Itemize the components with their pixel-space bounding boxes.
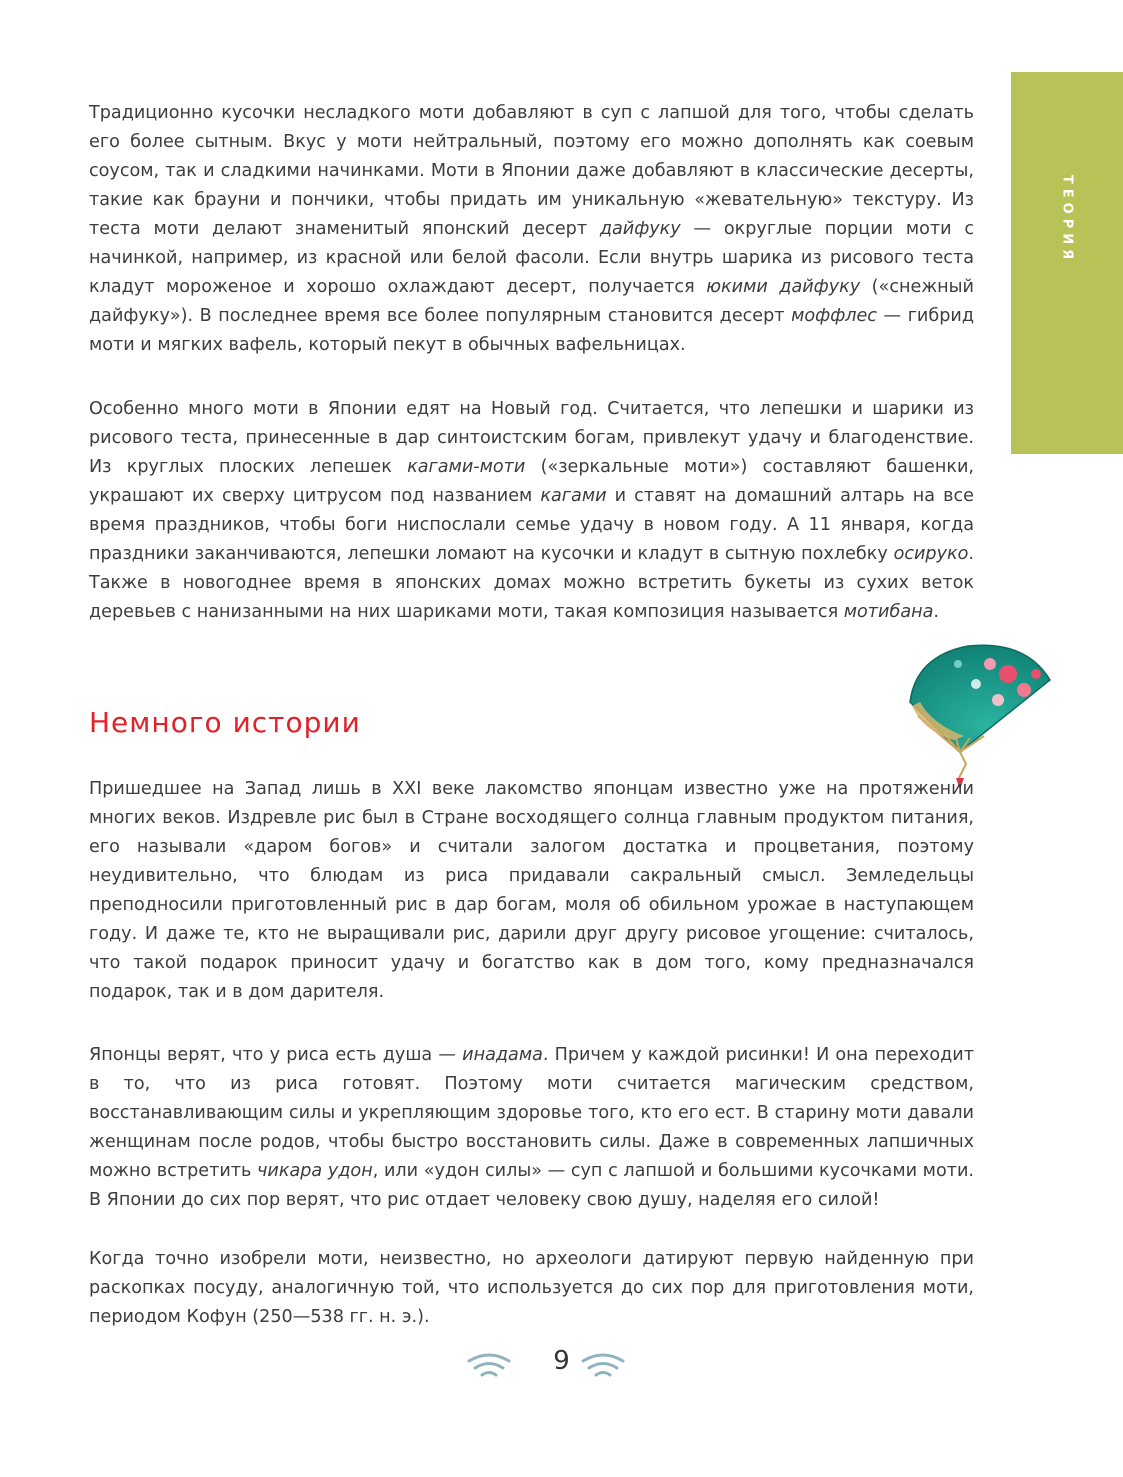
- italic-term: моффлес: [791, 306, 877, 326]
- folding-fan-icon: [898, 640, 1058, 790]
- italic-term: осируко: [893, 544, 969, 564]
- wave-right-icon: [580, 1353, 626, 1379]
- italic-term: мотибана: [843, 602, 934, 622]
- text-run: Японцы верят, что у риса есть душа —: [89, 1045, 463, 1065]
- text-run: — гибрид моти и мягких вафель, который пекут в обычных вафельницах.: [89, 306, 974, 355]
- text-run: , или «удон силы» — суп с лапшой и большими кусочками моти. В Японии до сих пор верят, что рис отдает человеку свою душу, наделяя его силой!: [89, 1161, 974, 1210]
- paragraph-mochi-uses: [89, 99, 974, 360]
- paragraph-origin: [89, 1245, 974, 1332]
- paragraph-new-year: [89, 395, 974, 627]
- text-run: («зеркальные моти») составляют башенки, украшают их сверху цитрусом под названием: [89, 457, 974, 506]
- italic-term: юкими дайфуку: [706, 277, 861, 297]
- text-run: Традиционно кусочки несладкого моти добавляют в суп с лапшой для того, чтобы сделать его более сытным. Вкус у моти нейтральный, поэтому его можно дополнять как соевым соусом, так и сладкими начинками. Моти в Японии даже добавляют в классические десерты, такие как брауни и пончики, чтобы придать им уникальную «жевательную» текстуру. Из теста моти делают знаменитый японский десерт: [89, 103, 974, 239]
- text-run: .: [933, 602, 939, 622]
- text-run: — округлые порции моти с начинкой, например, из красной или белой фасоли. Если внутрь шарика из рисового теста кладут мороженое и хорошо охлаждают десерт, получается: [89, 219, 974, 297]
- page-number: 9: [553, 1346, 570, 1376]
- text-run: . Также в новогоднее время в японских домах можно встретить букеты из сухих веток деревьев с нанизанными на них шариками моти, такая композиция называется: [89, 544, 974, 622]
- text-run: («снежный дайфуку»). В последнее время все более популярным становится десерт: [89, 277, 974, 326]
- text-run: . Причем у каждой рисинки! И она переходит в то, что из риса готовят. Поэтому моти считается магическим средством, восстанавливающим силы и укрепляющим здоровье того, кто его ест. В старину моти давали женщинам после родов, чтобы быстро восстановить силы. Даже в современных лапшичных можно встретить: [89, 1045, 974, 1181]
- paragraph-rice-soul: [89, 1041, 974, 1215]
- italic-term: чикара удон: [257, 1161, 373, 1181]
- text-run: и ставят на домашний алтарь на все время праздников, чтобы боги ниспослали семье удачу в новом году. А 11 января, когда праздники заканчиваются, лепешки ломают на кусочки и кладут в сытную похлебку: [89, 486, 974, 564]
- italic-term: инадама: [462, 1045, 543, 1065]
- section-heading: Немного истории: [89, 706, 361, 739]
- italic-term: кагами-моти: [407, 457, 526, 477]
- text-run: Когда точно изобрели моти, неизвестно, но археологи датируют первую найденную при раскопках посуду, аналогичную той, что используется до сих пор для приготовления моти, периодом Кофун (250—538 гг. н. э.).: [89, 1249, 974, 1327]
- text-run: Пришедшее на Запад лишь в XXI веке лакомство японцам известно уже на протяжении многих веков. Издревле рис был в Стране восходящего солнца главным продуктом питания, его называли «даром богов» и считали залогом достатка и процветания, поэтому неудивительно, что блюдам из риса придавали сакральный смысл. Земледельцы преподносили приготовленный рис в дар богам, моля об обильном урожае в наступающем году. И даже те, кто не выращивали рис, дарили друг другу рисовое угощение: считалось, что такой подарок приносит удачу и богатство как в дом того, кому предназначался подарок, так и в дом дарителя.: [89, 779, 974, 1002]
- paragraph-history: [89, 775, 974, 1007]
- italic-term: дайфуку: [599, 219, 681, 239]
- section-tab: [1011, 72, 1123, 454]
- section-tab-label: ТЕОРИЯ: [1059, 174, 1075, 265]
- text-run: Особенно много моти в Японии едят на Новый год. Считается, что лепешки и шарики из рисового теста, принесенные в дар синтоистским богам, привлекут удачу и благоденствие. Из круглых плоских лепешек: [89, 399, 974, 477]
- italic-term: кагами: [540, 486, 607, 506]
